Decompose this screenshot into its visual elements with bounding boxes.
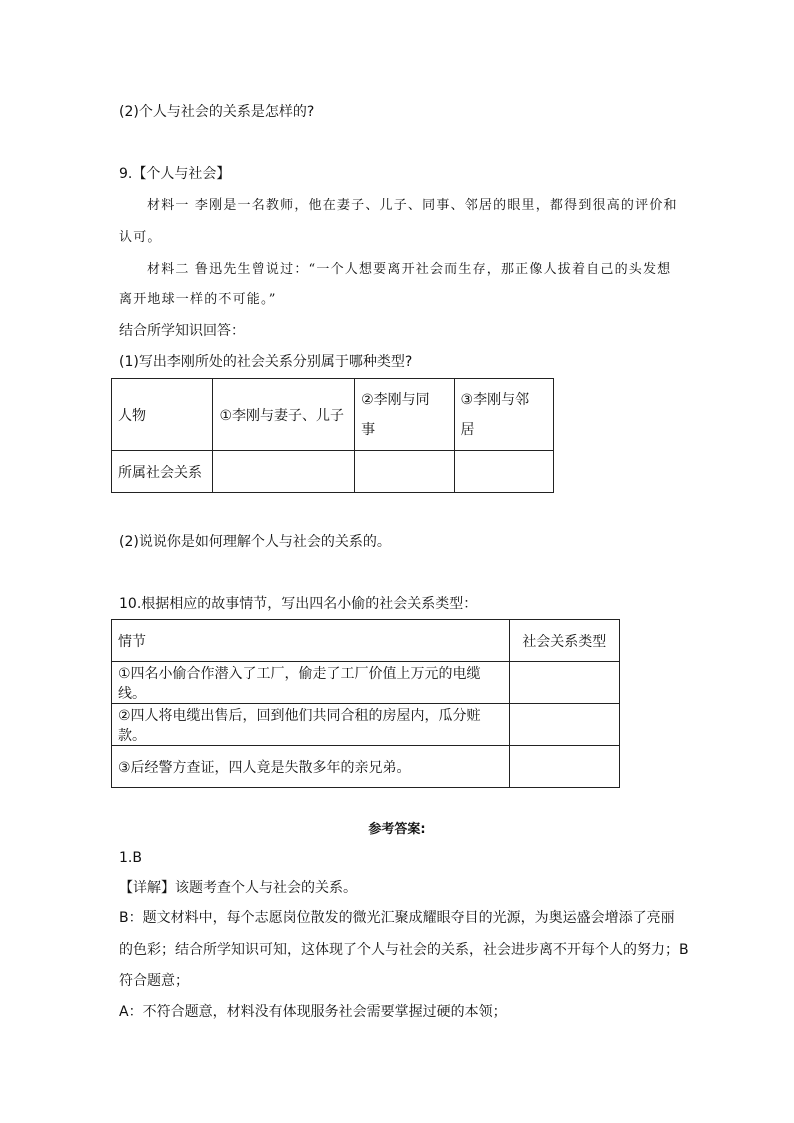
answer-a-line: A：不符合题意，材料没有体现服务社会需要掌握过硬的本领； [119,1004,507,1020]
col-colleague-line1: ②李刚与同 [361,391,430,408]
header-relation-type: 社会关系类型 [509,620,619,662]
table-row [112,704,620,746]
q9-part2: (2)说说你是如何理解个人与社会的关系的。 [119,534,391,550]
q9-relation-table [111,378,554,493]
col-neighbor-line1: ③李刚与邻 [460,391,530,408]
plot-cell-1: ①四名小偷合作潜入了工厂，偷走了工厂价值上万元的电缆线。 [112,662,510,704]
col-colleague [355,379,454,451]
answer-cell-3[interactable] [509,746,619,788]
col-colleague-line2: 事 [361,421,376,438]
answer-b-line3: 符合题意； [119,973,189,989]
col-wife-son: ①李刚与妻子、儿子 [213,379,355,451]
q9-heading: 9.【个人与社会】 [119,166,231,182]
answer-cell-2[interactable] [509,704,619,746]
answer-b-line1: B：题文材料中，每个志愿岗位散发的微光汇聚成耀眼夺目的光源，为奥运盛会增添了亮丽 [119,910,675,926]
table-row [112,620,620,662]
table-row [112,379,554,451]
q9-instruction: 结合所学知识回答： [119,323,245,339]
header-plot: 情节 [112,620,510,662]
q9-material1-line1: 材料一 李刚是一名教师，他在妻子、儿子、同事、邻居的眼里，都得到很高的评价和 [147,198,678,213]
answer-cell-1[interactable] [509,662,619,704]
row-label-relation: 所属社会关系 [112,451,213,493]
answer-1: 1.B [119,850,142,866]
q9-material2-line2: 离开地球一样的不可能。” [119,292,277,307]
table-row [112,662,620,704]
answer-cell-2[interactable] [355,451,454,493]
answers-title: 参考答案: [368,822,426,837]
q8-part2: (2)个人与社会的关系是怎样的? [119,104,315,120]
col-neighbor [454,379,553,451]
answer-detail: 【详解】该题考查个人与社会的关系。 [119,880,357,896]
q10-heading: 10.根据相应的故事情节，写出四名小偷的社会关系类型： [119,596,478,612]
row-label-person: 人物 [112,379,213,451]
plot-cell-3: ③后经警方查证，四人竟是失散多年的亲兄弟。 [112,746,510,788]
q9-material1-line2: 认可。 [119,230,162,245]
answer-cell-1[interactable] [213,451,355,493]
answer-b-line2: 的色彩；结合所学知识可知，这体现了个人与社会的关系，社会进步离不开每个人的努力；B [119,942,689,958]
q9-part1: (1)写出李刚所处的社会关系分别属于哪种类型? [119,354,413,370]
col-neighbor-line2: 居 [460,421,475,438]
table-row [112,746,620,788]
q9-material2-line1: 材料二 鲁迅先生曾说过：“一个人想要离开社会而生存，那正像人拔着自己的头发想 [147,262,672,277]
q10-story-table [111,619,620,788]
plot-cell-2: ②四人将电缆出售后，回到他们共同合租的房屋内，瓜分赃款。 [112,704,510,746]
answer-cell-3[interactable] [454,451,553,493]
table-row [112,451,554,493]
